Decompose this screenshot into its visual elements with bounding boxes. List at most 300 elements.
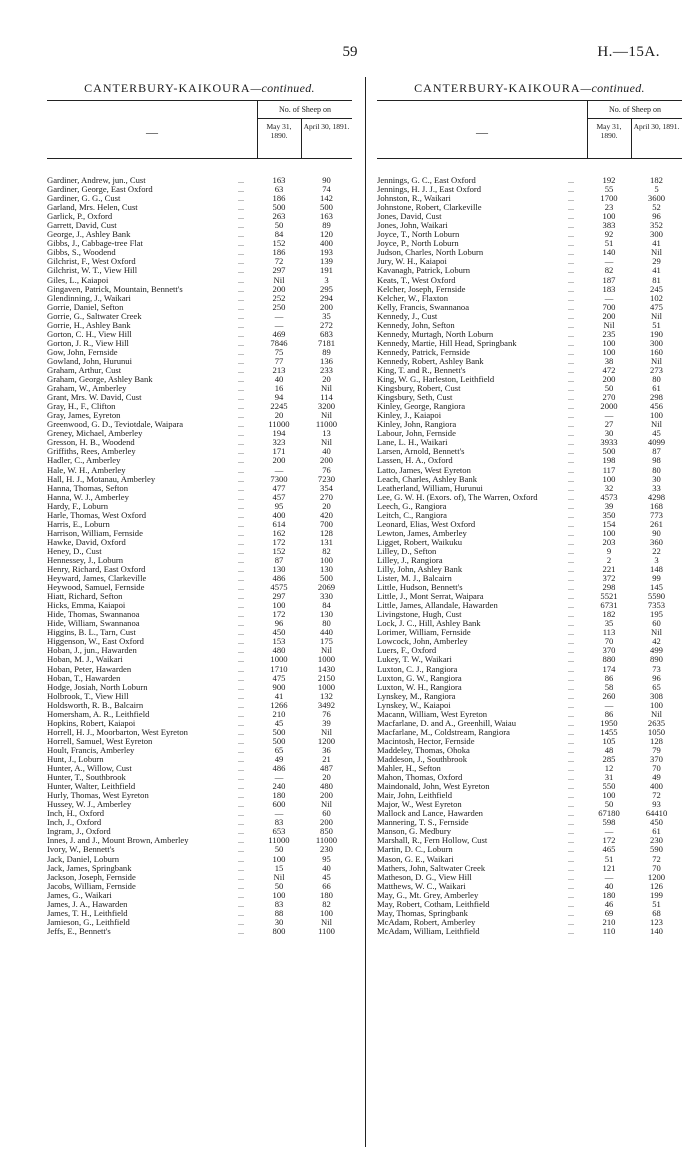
sheep-1891: 230 [320,844,333,855]
owner-name: Hoban, M. J., Waikari [47,655,123,665]
owner-name: Manson, G. Medbury [377,827,451,837]
sheep-1891: 61 [652,383,661,394]
table-row [47,375,352,384]
sheep-1891: 4099 [647,437,666,448]
right-title-text: CANTERBURY-KAIKOURA [414,81,581,95]
owner-name: Grant, Mrs. W. David, Cust [47,393,142,403]
table-row [377,411,682,420]
table-row [377,773,682,782]
table-row [47,429,352,438]
owner-name: Kavanagh, Patrick, Loburn [377,266,471,276]
leader-dots: ... [568,881,574,891]
sheep-1891: 140 [650,925,663,936]
owner-name: Kingsbury, Robert, Cust [377,384,461,394]
leader-dots: ... [568,510,574,520]
sheep-1890: 31 [604,772,614,783]
table-row [47,493,352,502]
sheep-1890: 49 [274,754,284,764]
sheep-1891: Nil [321,383,332,394]
sheep-1891: 128 [320,527,333,538]
sheep-1891: 60 [322,808,331,819]
sheep-1890: 383 [602,220,616,231]
leader-dots: ... [238,854,244,864]
sheep-1890: 113 [602,627,616,638]
sheep-1891: 100 [650,410,663,421]
sheep-1890: 475 [272,672,286,683]
leader-dots: ... [238,266,244,276]
sheep-1890: 45 [274,717,284,728]
table-row [47,918,352,927]
sheep-1890: 72 [274,256,284,267]
sheep-1890: 372 [602,573,616,584]
owner-name: Matheson, D. G., View Hill [377,872,472,882]
leader-dots: ... [238,800,244,810]
owner-name: Jones, John, Waikari [377,221,448,231]
leader-dots: ... [568,429,574,439]
sheep-1890: 39 [604,500,614,511]
table-row [47,782,352,791]
table-row [47,547,352,556]
owner-name: Harris, E., Loburn [47,519,110,529]
table-row [377,755,682,764]
leader-dots: ... [238,809,244,819]
leader-dots: ... [238,574,244,584]
table-row [377,456,682,465]
left-table-header [47,100,352,159]
table-row [377,475,682,484]
sheep-1891: 199 [650,889,663,900]
sheep-1890: 500 [272,726,286,737]
left-header-dash: — [146,125,158,139]
sheep-1890: 477 [272,482,286,493]
leader-dots: ... [238,718,244,728]
table-row [377,719,682,728]
table-row [47,692,352,701]
owner-name: Hodge, Josiah, North Loburn [47,682,148,692]
sheep-1891: Nil [321,726,332,737]
sheep-1890: 46 [604,898,614,909]
table-row [377,466,682,475]
sheep-1891: 136 [320,355,333,366]
table-row [377,692,682,701]
sheep-1890: 15 [274,862,284,873]
leader-dots: ... [568,302,574,312]
table-row [47,556,352,565]
table-row [377,655,682,664]
sheep-1891: 500 [320,573,333,584]
sheep-1890: 240 [272,781,286,792]
table-row [377,583,682,592]
leader-dots: ... [568,628,574,638]
sheep-1890: 50 [604,383,614,394]
sheep-1890: 88 [274,907,284,918]
leader-dots: ... [568,501,574,511]
sheep-1891: 163 [320,211,333,222]
sheep-1890: 50 [274,220,284,231]
sheep-1891: 98 [652,455,661,466]
sheep-1891: Nil [651,247,662,258]
table-row [47,646,352,655]
leader-dots: ... [568,745,574,755]
owner-name: Holdsworth, R. B., Balcairn [47,700,144,710]
leader-dots: ... [238,592,244,602]
sheep-1891: 100 [650,699,663,710]
leader-dots: ... [238,176,244,185]
table-row [377,900,682,909]
leader-dots: ... [568,872,574,882]
owner-name: Gilchrist, W. T., View Hill [47,266,138,276]
sheep-1891: 82 [322,898,331,909]
table-row [377,176,682,185]
leader-dots: ... [568,528,574,538]
sheep-1890: 323 [272,437,286,448]
table-row [377,845,682,854]
owner-name: Hale, W. H., Amberley [47,465,126,475]
table-row [47,339,352,348]
leader-dots: ... [238,899,244,909]
sheep-1891: 360 [650,536,663,547]
leader-dots: ... [238,691,244,701]
sheep-1891: 84 [322,600,331,611]
table-row [377,375,682,384]
sheep-1890: 51 [604,853,614,864]
sheep-1891: 22 [652,545,661,556]
owner-name: Leech, G., Rangiora [377,501,447,511]
sheep-1891: 114 [320,392,333,403]
table-row [377,248,682,257]
table-row [377,484,682,493]
owner-name: Mathers, John, Saltwater Creek [377,863,486,873]
sheep-1891: 3200 [317,401,336,412]
leader-dots: ... [238,293,244,303]
leader-dots: ... [568,347,574,357]
leader-dots: ... [238,565,244,575]
table-row [47,728,352,737]
leader-dots: ... [568,764,574,774]
table-row [377,212,682,221]
leader-dots: ... [568,691,574,701]
sheep-1891: 81 [652,274,661,285]
table-row [47,520,352,529]
sheep-1890: 350 [602,509,616,520]
leader-dots: ... [238,365,244,375]
sheep-1890: 653 [272,826,286,837]
sheep-1890: 457 [272,491,286,502]
owner-name: Gardiner, G. G., Cust [47,194,121,204]
owner-name: Gray, James, Eyreton [47,411,121,421]
sheep-1891: 200 [320,455,333,466]
table-row [377,610,682,619]
owner-name: Jennings, G. C., East Oxford [377,176,476,185]
sheep-1890: 500 [272,202,286,213]
sheep-1891: 39 [322,717,331,728]
table-row [377,348,682,357]
owner-name: Labour, John, Fernside [377,429,456,439]
sheep-1890: 1710 [270,663,288,674]
owner-name: Holbrook, T., View Hill [47,691,129,701]
table-row [47,366,352,375]
owner-name: Major, W., West Eyreton [377,800,462,810]
table-row [47,900,352,909]
leader-dots: ... [568,176,574,185]
owner-name: Lock, J. C., Hill, Ashley Bank [377,619,481,629]
owner-name: Harle, Thomas, West Oxford [47,510,146,520]
sheep-1891: 298 [650,392,663,403]
sheep-1891: 120 [320,229,333,240]
table-row [377,366,682,375]
left-table-body [47,176,352,936]
sheep-1890: 162 [272,527,286,538]
sheep-1891: 42 [652,636,661,647]
sheep-1891: 2069 [317,582,336,593]
table-row [47,927,352,936]
owner-name: Kennedy, Martie, Hill Head, Springbank [377,338,517,348]
sheep-1891: 1050 [647,726,666,737]
sheep-1891: 145 [650,582,663,593]
sheep-1890: 100 [602,473,616,484]
sheep-1890: 130 [272,564,286,575]
owner-name: Kennedy, J., Cust [377,311,438,321]
owner-name: Latto, James, West Eyreton [377,465,471,475]
owner-name: Larsen, Arnold, Bennett's [377,447,465,457]
sheep-1890: 198 [602,455,616,466]
leader-dots: ... [238,347,244,357]
sheep-1890: 48 [604,744,614,755]
table-row [47,230,352,239]
sheep-1891: 487 [320,763,333,774]
owner-name: Luxton, C. J., Rangiora [377,664,458,674]
sheep-1890: 94 [274,392,284,403]
owner-name: Griffiths, Rees, Amberley [47,447,136,457]
owner-name: Luxton, W. H., Rangiora [377,682,462,692]
owner-name: Gorrie, H., Ashley Bank [47,320,131,330]
owner-name: Hopkins, Robert, Kaiapoi [47,718,136,728]
sheep-1891: 80 [652,374,661,385]
sheep-1891: 190 [650,328,663,339]
owner-name: Hicks, Emma, Kaiapoi [47,601,126,611]
leader-dots: ... [238,555,244,565]
table-row [47,221,352,230]
table-row [377,230,682,239]
sheep-1891: 294 [320,292,333,303]
owner-name: Hussey, W. J., Amberley [47,800,132,810]
table-row [377,447,682,456]
sheep-1891: 21 [322,754,331,764]
sheep-1891: 400 [650,781,663,792]
table-row [47,674,352,683]
leader-dots: ... [238,393,244,403]
sheep-1891: 1000 [317,654,336,665]
sheep-1891: 683 [320,328,333,339]
sheep-1890: 172 [272,536,286,547]
leader-dots: ... [238,926,244,936]
leader-dots: ... [568,230,574,240]
owner-name: Heywood, Samuel, Fernside [47,583,145,593]
table-row [377,547,682,556]
sheep-1891: 295 [320,283,333,294]
table-row [47,619,352,628]
owner-name: Kingsbury, Seth, Cust [377,393,453,403]
table-row [377,891,682,900]
sheep-1890: 174 [602,663,616,674]
sheep-1891: 272 [320,319,333,330]
table-row [47,701,352,710]
sheep-1891: 3 [654,554,659,565]
sheep-1891: 230 [650,835,663,846]
owner-name: Horrell, H. J., Moorbarton, West Eyreton [47,727,188,737]
table-row [47,683,352,692]
table-row [47,185,352,194]
sheep-1890: 27 [604,419,614,430]
table-row [377,321,682,330]
sheep-1890: 180 [272,790,286,801]
table-row [47,239,352,248]
table-row [377,873,682,882]
sheep-1891: 87 [652,446,661,457]
sheep-1891: 76 [322,464,331,475]
sheep-1890: 95 [274,500,284,511]
sheep-1890: 55 [604,184,614,195]
sheep-1890: 400 [272,509,286,520]
table-row [47,755,352,764]
sheep-1891: 142 [320,193,333,204]
owner-name: Gibbs, J., Cabbage-tree Flat [47,239,143,249]
leader-dots: ... [238,492,244,502]
leader-dots: ... [238,637,244,647]
sheep-1890: 100 [272,889,286,900]
leader-dots: ... [568,311,574,321]
leader-dots: ... [238,700,244,710]
table-row [47,357,352,366]
table-row [47,276,352,285]
owner-name: Jury, W. H., Kaiapoi [377,257,447,267]
owner-name: Mallock and Lance, Hawarden [377,809,483,819]
leader-dots: ... [238,908,244,918]
sheep-1890: 30 [274,916,284,927]
owner-name: Lilley, D., Sefton [377,546,437,556]
sheep-1890: 213 [272,364,286,375]
leader-dots: ... [238,619,244,629]
table-row [377,339,682,348]
sheep-1891: 590 [650,844,663,855]
leader-dots: ... [568,809,574,819]
owner-name: Kinley, John, Rangiora [377,420,457,430]
table-row [377,502,682,511]
sheep-1890: Nil [603,319,615,330]
leader-dots: ... [568,845,574,855]
sheep-1891: Nil [321,916,332,927]
table-row [377,285,682,294]
sheep-1890: 298 [602,582,616,593]
table-row [377,800,682,809]
leader-dots: ... [568,583,574,593]
table-row [47,827,352,836]
leader-dots: ... [568,673,574,683]
sheep-1890: 480 [272,645,286,656]
table-row [377,628,682,637]
sheep-1891: 3600 [647,193,666,204]
sheep-1890: 200 [602,374,616,385]
leader-dots: ... [238,836,244,846]
right-header-dash: — [476,125,488,139]
table-row [47,809,352,818]
sheep-1891: 2150 [317,672,336,683]
leader-dots: ... [238,356,244,366]
sheep-1890: 40 [274,374,284,385]
sheep-1890: 297 [272,591,286,602]
owner-name: Hunter, Walter, Leithfield [47,782,136,792]
sheep-1890: 100 [602,527,616,538]
sheep-1890: 4573 [600,491,618,502]
sheep-1891: 80 [322,618,331,629]
sheep-1891: 370 [650,754,663,764]
sheep-1891: 89 [322,346,331,357]
owner-name: King, W. G., Harleston, Leithfield [377,375,495,385]
sheep-1891: 191 [320,265,333,276]
sheep-1891: 130 [320,564,333,575]
sheep-1891: 300 [650,337,663,348]
table-row [377,909,682,918]
right-column [377,80,682,936]
table-row [377,493,682,502]
sheep-1891: 200 [320,817,333,828]
table-row [377,312,682,321]
sheep-1891: 890 [650,654,663,665]
sheep-1890: — [274,319,284,330]
leader-dots: ... [568,393,574,403]
sheep-1891: 95 [322,853,331,864]
sheep-1890: Nil [273,274,285,285]
owner-name: Hide, Thomas, Swannanoa [47,610,140,620]
table-row [377,782,682,791]
owner-name: Kelcher, Joseph, Fernside [377,284,466,294]
sheep-1890: 297 [272,265,286,276]
sheep-1890: 51 [604,238,614,249]
owner-name: Gow, John, Fernside [47,347,118,357]
sheep-1891: 354 [320,482,333,493]
owner-name: Jennings, H. J. J., East Oxford [377,185,482,195]
table-row [47,511,352,520]
sheep-1891: 126 [650,880,663,891]
sheep-1890: 469 [272,328,286,339]
leader-dots: ... [568,637,574,647]
owner-name: McAdam, William, Leithfield [377,926,480,936]
leader-dots: ... [238,375,244,385]
table-row [47,420,352,429]
table-row [377,855,682,864]
sheep-1890: 92 [604,229,614,240]
table-row [47,746,352,755]
sheep-1891: 66 [322,880,331,891]
owner-name: Leatherland, William, Hurunui [377,483,483,493]
owner-name: Gorrie, G., Saltwater Creek [47,311,142,321]
sheep-1891: 7181 [317,337,336,348]
leader-dots: ... [238,755,244,764]
table-row [377,185,682,194]
sheep-1890: 500 [272,735,286,746]
sheep-1890: 65 [274,744,284,755]
sheep-1891: 76 [322,708,331,719]
table-row [47,764,352,773]
sheep-1891: 160 [650,346,663,357]
leader-dots: ... [568,818,574,828]
leader-dots: ... [238,673,244,683]
sheep-1890: 2000 [600,401,618,412]
sheep-1890: 203 [602,536,616,547]
table-row [47,601,352,610]
sheep-1890: 450 [272,627,286,638]
table-row [377,303,682,312]
